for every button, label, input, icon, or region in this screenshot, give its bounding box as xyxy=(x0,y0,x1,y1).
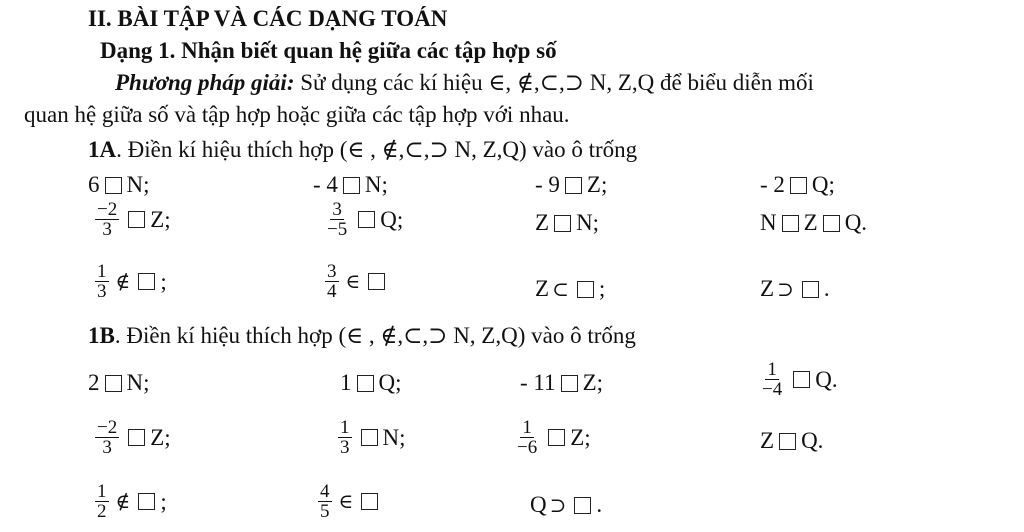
set: Q; xyxy=(378,370,402,395)
answer-box[interactable] xyxy=(128,429,145,446)
ex1b-r1-c1 xyxy=(88,370,150,396)
method-label: Phương pháp giải: xyxy=(115,70,295,95)
ex1a-r1-c3 xyxy=(535,172,607,198)
exercise-1b-instruction: . Điền kí hiệu thích hợp (∈ , ∉,⊂,⊃ N, Z,Q) vào ô trống xyxy=(114,323,636,348)
exercise-1a-heading xyxy=(88,137,637,163)
ex1b-r3-c1 xyxy=(95,482,167,521)
set: Z xyxy=(760,276,775,301)
set: N; xyxy=(364,172,388,197)
ex1b-r2-c1 xyxy=(95,418,171,457)
answer-box[interactable] xyxy=(790,177,807,194)
symbol: ∈ xyxy=(338,491,354,513)
set: Z; xyxy=(150,424,171,450)
set: Q xyxy=(530,492,547,517)
ex1a-r3-c1 xyxy=(95,262,167,301)
fraction: $\frac{1}{-4}$ xyxy=(762,359,783,400)
symbol: ⊃ xyxy=(549,494,567,517)
ex1a-r2-c4 xyxy=(760,210,867,236)
answer-box[interactable] xyxy=(138,493,155,510)
term: - 9 xyxy=(535,172,560,197)
exercise-1a-label: 1A xyxy=(88,137,117,162)
ex1a-r2-c1 xyxy=(95,200,171,239)
answer-box[interactable] xyxy=(361,493,378,510)
answer-box[interactable] xyxy=(779,433,796,450)
fraction: $\frac{-2}{3}$ xyxy=(97,199,118,240)
fraction: $\frac{1}{3}$ xyxy=(97,261,107,302)
answer-box[interactable] xyxy=(343,177,360,194)
fraction: $\frac{-2}{3}$ xyxy=(97,417,118,458)
answer-box[interactable] xyxy=(361,429,378,446)
term: 1 xyxy=(340,370,352,395)
answer-box[interactable] xyxy=(105,375,122,392)
set: N; xyxy=(126,370,150,395)
punct: ; xyxy=(598,276,606,301)
answer-box[interactable] xyxy=(105,177,122,194)
set: Z; xyxy=(150,206,171,232)
set: N; xyxy=(382,424,406,450)
ex1b-r3-c3 xyxy=(530,492,602,518)
ex1b-r2-c4 xyxy=(760,428,823,454)
punct: . xyxy=(823,276,830,301)
term: - 2 xyxy=(760,172,785,197)
answer-box[interactable] xyxy=(782,215,799,232)
method-text-1: Sử dụng các kí hiệu ∈, ∉,⊂,⊃ N, Z,Q để biểu diễn mối xyxy=(294,70,814,95)
ex1b-r2-c3 xyxy=(515,418,591,457)
answer-box[interactable] xyxy=(561,375,578,392)
set: Q; xyxy=(811,172,835,197)
answer-box[interactable] xyxy=(128,211,145,228)
set: Q. xyxy=(815,366,838,392)
method-line-2: quan hệ giữa số và tập hợp hoặc giữa các tập hợp với nhau. xyxy=(24,102,570,127)
fraction: $\frac{3}{4}$ xyxy=(327,261,337,302)
answer-box[interactable] xyxy=(138,273,155,290)
set: Q; xyxy=(380,206,404,232)
term: - 11 xyxy=(520,370,556,395)
ex1a-r1-c2 xyxy=(313,172,388,198)
term: 6 xyxy=(88,172,100,197)
fraction: $\frac{4}{5}$ xyxy=(320,481,330,522)
ex1b-r1-c3 xyxy=(520,370,603,396)
ex1a-r3-c3 xyxy=(535,276,605,302)
term: 2 xyxy=(88,370,100,395)
ex1a-r2-c2 xyxy=(325,200,403,239)
set: Z; xyxy=(570,424,591,450)
symbol: ⊂ xyxy=(552,278,569,301)
set: N; xyxy=(126,172,150,197)
set: Q. xyxy=(844,210,868,235)
set: Z; xyxy=(582,370,604,395)
set: N; xyxy=(576,210,600,235)
answer-box[interactable] xyxy=(565,177,582,194)
set: Z xyxy=(760,428,775,453)
answer-box[interactable] xyxy=(823,215,840,232)
answer-box[interactable] xyxy=(357,375,374,392)
answer-box[interactable] xyxy=(577,281,594,298)
answer-box[interactable] xyxy=(802,281,819,298)
exercise-1a-instruction: . Điền kí hiệu thích hợp (∈ , ∉,⊂,⊃ N, Z,Q) vào ô trống xyxy=(116,137,638,162)
fraction: $\frac{1}{3}$ xyxy=(340,417,350,458)
ex1b-r2-c2 xyxy=(338,418,406,457)
set: N xyxy=(760,210,777,235)
ex1b-r1-c4 xyxy=(760,360,838,399)
ex1a-r2-c3 xyxy=(535,210,599,236)
term: - 4 xyxy=(313,172,338,197)
fraction: $\frac{3}{-5}$ xyxy=(327,199,348,240)
punct: ; xyxy=(160,268,167,294)
ex1a-r3-c2 xyxy=(325,262,390,301)
set: Z xyxy=(535,210,550,235)
ex1b-r1-c2 xyxy=(340,370,402,396)
set: Z xyxy=(535,276,550,301)
punct: . xyxy=(596,492,603,517)
ex1b-r3-c2 xyxy=(318,482,383,521)
dang1-title: Dạng 1. Nhận biết quan hệ giữa các tập hợp số xyxy=(100,38,557,63)
answer-box[interactable] xyxy=(358,211,375,228)
answer-box[interactable] xyxy=(554,215,571,232)
symbol: ⊃ xyxy=(777,278,794,301)
method-line-1 xyxy=(115,70,814,96)
fraction: $\frac{1}{-6}$ xyxy=(517,417,538,458)
exercise-1b-label: 1B xyxy=(88,323,115,348)
ex1a-r1-c4 xyxy=(760,172,835,198)
set: Z xyxy=(803,210,818,235)
answer-box[interactable] xyxy=(368,273,385,290)
set: Z; xyxy=(586,172,608,197)
punct: ; xyxy=(160,488,167,514)
answer-box[interactable] xyxy=(574,497,591,514)
answer-box[interactable] xyxy=(793,371,810,388)
set: Q. xyxy=(801,428,824,453)
symbol: ∉ xyxy=(115,271,131,293)
section-title: II. BÀI TẬP VÀ CÁC DẠNG TOÁN xyxy=(88,6,448,31)
symbol: ∉ xyxy=(115,491,131,513)
exercise-1b-heading xyxy=(88,323,636,349)
symbol: ∈ xyxy=(345,271,361,293)
answer-box[interactable] xyxy=(548,429,565,446)
ex1a-r3-c4 xyxy=(760,276,830,302)
ex1a-r1-c1 xyxy=(88,172,150,198)
fraction: $\frac{1}{2}$ xyxy=(97,481,107,522)
